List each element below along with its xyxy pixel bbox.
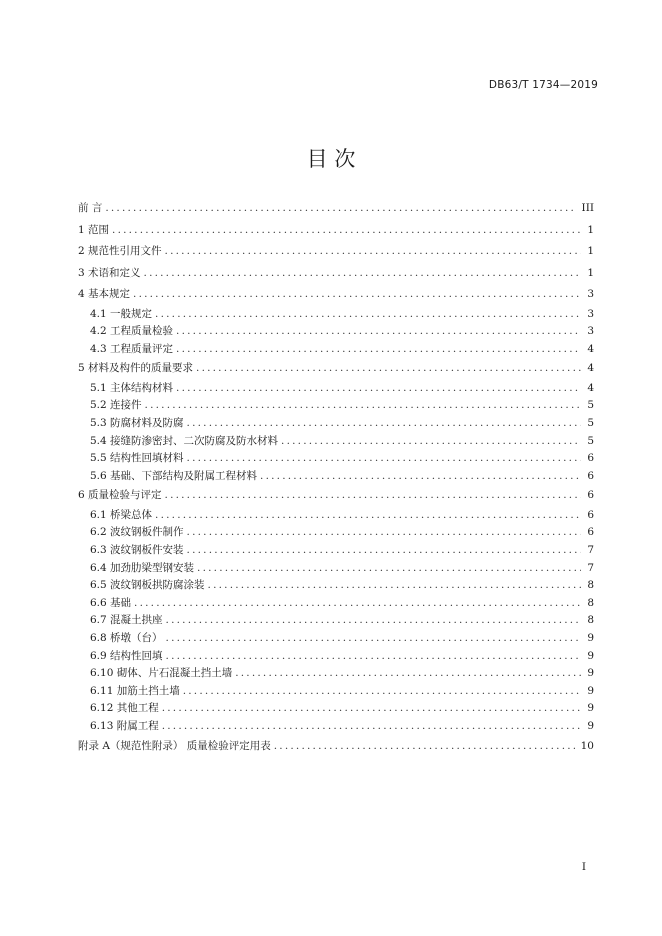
- toc-leader-dots: [134, 595, 581, 613]
- toc-leader-dots: [274, 736, 575, 758]
- toc-entry[interactable]: [78, 468, 594, 486]
- toc-entry-page: 6: [587, 508, 594, 521]
- toc-entry[interactable]: [78, 507, 594, 525]
- toc-entry-page: 5: [587, 399, 594, 412]
- toc-entry-label: 前 言: [78, 202, 103, 214]
- toc-entry-page: 1: [587, 266, 594, 279]
- toc-entry-page: 1: [587, 223, 594, 236]
- toc-entry-page: 1: [587, 245, 594, 257]
- document-id: DB63/T 1734—2019: [488, 79, 598, 91]
- toc-entry-page: 6: [587, 469, 594, 482]
- toc-entry-page: 9: [587, 667, 594, 680]
- toc-entry-label: 6.12 其他工程: [90, 702, 159, 715]
- toc-leader-dots: [235, 665, 581, 683]
- toc-entry-label: 6.9 结构性回填: [90, 649, 163, 662]
- toc-entry[interactable]: [78, 665, 594, 683]
- toc-leader-dots: [165, 485, 582, 507]
- toc-leader-dots: [187, 524, 582, 542]
- toc-entry-label: 6.6 基础: [90, 596, 132, 609]
- toc-entry-label: 4 基本规定: [78, 288, 131, 300]
- toc-entry-label: 4.1 一般规定: [90, 307, 153, 320]
- toc-entry-page: 10: [580, 739, 594, 752]
- toc-entry[interactable]: [78, 358, 594, 380]
- toc-entry[interactable]: [78, 433, 594, 451]
- toc-entry-page: 4: [587, 362, 594, 375]
- toc-entry-label: 6 质量检验与评定: [78, 489, 162, 502]
- toc-leader-dots: [145, 397, 582, 415]
- toc-entry-label: 6.4 加劲肋梁型钢安装: [90, 561, 195, 574]
- toc-entry-label: 5.2 连接件: [90, 399, 142, 412]
- toc-leader-dots: [208, 577, 582, 595]
- toc-entry-page: 3: [587, 325, 594, 338]
- toc-entry-label: 5.6 基础、下部结构及附属工程材料: [90, 469, 258, 482]
- toc-entry-page: 9: [587, 719, 594, 732]
- toc-leader-dots: [133, 284, 581, 306]
- toc-entry-page: 8: [587, 579, 594, 592]
- toc-entry-label: 6.5 波纹钢板拱防腐涂装: [90, 579, 205, 592]
- toc-entry-page: 7: [587, 561, 594, 574]
- toc-entry-page: 6: [587, 452, 594, 465]
- toc-leader-dots: [260, 468, 581, 486]
- footer-page-number: I: [581, 861, 586, 873]
- toc-leader-dots: [112, 220, 581, 242]
- table-of-contents: [78, 198, 594, 757]
- toc-entry-label: 1 范围: [78, 223, 110, 236]
- toc-leader-dots: [162, 718, 582, 736]
- toc-entry[interactable]: [78, 736, 594, 758]
- toc-entry[interactable]: [78, 450, 594, 468]
- toc-leader-dots: [155, 507, 581, 525]
- toc-entry[interactable]: [78, 485, 594, 507]
- toc-entry-page: 4: [587, 342, 594, 355]
- toc-entry-label: 5.1 主体结构材料: [90, 381, 174, 394]
- toc-entry[interactable]: [78, 220, 594, 242]
- toc-entry-label: 5.4 接缝防渗密封、二次防腐及防水材料: [90, 434, 279, 447]
- toc-leader-dots: [165, 241, 582, 263]
- toc-leader-dots: [187, 415, 582, 433]
- toc-entry[interactable]: [78, 630, 594, 648]
- toc-entry-label: 6.10 砌体、片石混凝土挡土墙: [90, 667, 233, 680]
- toc-entry[interactable]: [78, 595, 594, 613]
- toc-entry-page: 9: [587, 632, 594, 644]
- toc-entry-label: 5.5 结构性回填材料: [90, 452, 184, 465]
- toc-entry-label: 6.1 桥梁总体: [90, 508, 153, 521]
- toc-leader-dots: [166, 648, 582, 666]
- toc-entry-page: 7: [587, 544, 594, 557]
- toc-entry-page: 6: [587, 489, 594, 502]
- toc-leader-dots: [187, 450, 582, 468]
- page-title: 目 次: [306, 147, 356, 171]
- toc-entry-page: 9: [587, 684, 594, 697]
- toc-leader-dots: [155, 306, 581, 324]
- toc-leader-dots: [144, 263, 582, 285]
- toc-leader-dots: [183, 683, 582, 701]
- toc-entry[interactable]: [78, 718, 594, 736]
- toc-entry[interactable]: [78, 648, 594, 666]
- toc-entry-label: 6.11 加筋土挡土墙: [90, 684, 180, 697]
- toc-entry[interactable]: [78, 241, 594, 263]
- toc-entry[interactable]: [78, 284, 594, 306]
- toc-leader-dots: [176, 380, 581, 398]
- toc-entry[interactable]: [78, 612, 594, 630]
- toc-entry[interactable]: [78, 380, 594, 398]
- toc-entry-label: 6.8 桥墩（台）: [90, 632, 163, 644]
- toc-leader-dots: [166, 612, 582, 630]
- toc-entry-page: 3: [587, 288, 594, 300]
- toc-entry[interactable]: [78, 700, 594, 718]
- toc-entry[interactable]: [78, 560, 594, 578]
- toc-entry-label: 6.2 波纹钢板件制作: [90, 526, 184, 539]
- toc-entry-label: 6.13 附属工程: [90, 719, 159, 732]
- toc-leader-dots: [281, 433, 581, 451]
- toc-leader-dots: [187, 542, 582, 560]
- toc-entry[interactable]: [78, 397, 594, 415]
- toc-entry[interactable]: [78, 577, 594, 595]
- toc-entry-page: 3: [587, 307, 594, 320]
- toc-entry-page: 8: [587, 614, 594, 627]
- toc-leader-dots: [166, 630, 582, 648]
- toc-leader-dots: [176, 341, 581, 359]
- toc-entry-label: 附录 A（规范性附录） 质量检验评定用表: [78, 739, 271, 752]
- toc-entry-label: 3 术语和定义: [78, 266, 141, 279]
- toc-entry-page: 4: [587, 381, 594, 394]
- toc-entry[interactable]: [78, 263, 594, 285]
- toc-entry-label: 5 材料及构件的质量要求: [78, 362, 194, 375]
- toc-entry-page: 5: [587, 416, 594, 429]
- toc-entry[interactable]: [78, 683, 594, 701]
- toc-entry-page: 9: [587, 649, 594, 662]
- toc-entry-page: 5: [587, 434, 594, 447]
- toc-entry-page: 9: [587, 702, 594, 715]
- toc-entry[interactable]: [78, 323, 594, 341]
- toc-entry-label: 4.2 工程质量检验: [90, 325, 174, 338]
- toc-entry[interactable]: [78, 341, 594, 359]
- toc-entry[interactable]: [78, 524, 594, 542]
- toc-entry[interactable]: [78, 198, 594, 220]
- toc-entry[interactable]: [78, 415, 594, 433]
- toc-leader-dots: [105, 198, 575, 220]
- toc-entry[interactable]: [78, 306, 594, 324]
- toc-entry-label: 5.3 防腐材料及防腐: [90, 416, 184, 429]
- toc-leader-dots: [162, 700, 582, 718]
- toc-entry[interactable]: [78, 542, 594, 560]
- toc-leader-dots: [196, 358, 581, 380]
- toc-entry-page: III: [581, 202, 594, 214]
- toc-entry-label: 6.3 波纹钢板件安装: [90, 544, 184, 557]
- toc-leader-dots: [197, 560, 581, 578]
- toc-entry-page: 8: [587, 596, 594, 609]
- toc-entry-label: 6.7 混凝土拱座: [90, 614, 163, 627]
- toc-entry-label: 4.3 工程质量评定: [90, 342, 174, 355]
- toc-entry-page: 6: [587, 526, 594, 539]
- toc-leader-dots: [176, 323, 581, 341]
- toc-entry-label: 2 规范性引用文件: [78, 245, 162, 257]
